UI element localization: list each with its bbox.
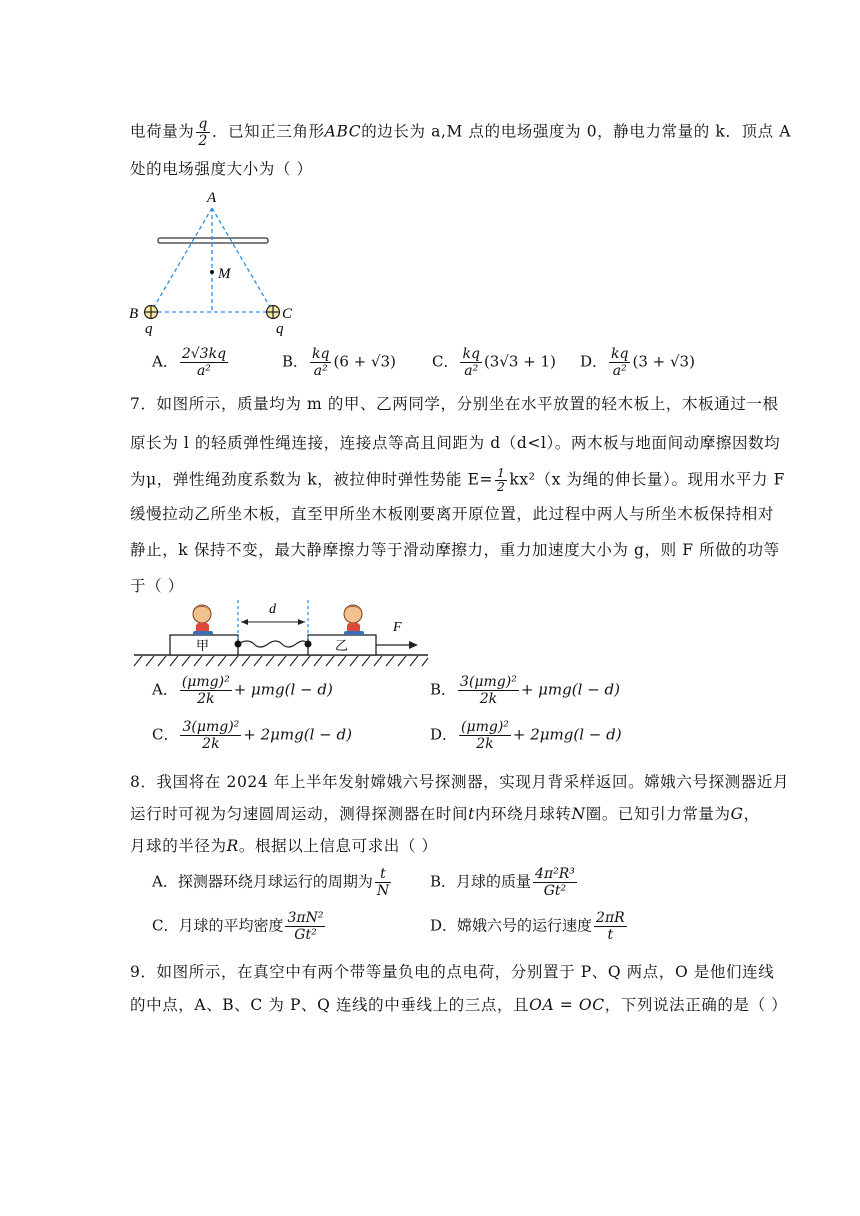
q6-option-d (580, 346, 695, 379)
q9-text: ，下列说法正确的是（ ） (604, 996, 788, 1014)
frac-num: 4π²R³ (535, 866, 575, 882)
q6-text: ．已知正三角形 (211, 122, 325, 141)
label-qb: q (145, 321, 153, 337)
q7-option-c (152, 719, 352, 752)
q6-text: 电荷量为 (130, 122, 195, 141)
q6-fraction (196, 116, 210, 149)
q6-option-c (432, 346, 556, 379)
frac-num: 2πR (596, 910, 625, 926)
q7-line6: 于（ ） (130, 577, 184, 595)
q6-option-a (152, 346, 230, 379)
frac-den: N (376, 883, 390, 899)
frac-num: kq (611, 346, 629, 362)
q7-option-d (430, 719, 622, 752)
person-yi-icon (344, 605, 364, 635)
q7-option-a (152, 674, 333, 707)
option-label: A． (152, 680, 178, 699)
frac-num: kq (312, 346, 330, 362)
q7-line3 (130, 467, 785, 494)
q6-option-b (282, 346, 396, 379)
q8-option-c (152, 910, 327, 943)
frac-den: Gt² (294, 927, 317, 943)
option-label: B． (282, 352, 309, 371)
option-label: B．月球的质量 (430, 872, 532, 891)
q6-line2: 处的电场强度大小为（ ） (130, 160, 313, 178)
frac-num: (μmg)² (181, 674, 230, 690)
frac-den: 2k (197, 691, 215, 707)
frac-num: 2√3kq (181, 346, 227, 362)
option-tail: (3 + √3) (632, 352, 695, 371)
var-n: N (571, 805, 586, 823)
label-qc: q (276, 321, 284, 337)
side-ab (151, 208, 212, 312)
frac-den: 2k (202, 736, 220, 752)
frac-den: a² (313, 363, 328, 379)
label-jia: 甲 (196, 639, 210, 654)
option-label: A．探测器环绕月球运行的周期为 (152, 872, 373, 891)
option-label: C． (152, 725, 179, 744)
q6-line1 (130, 116, 791, 149)
q8-text: 运行时可视为匀速圆周运动，测得探测器在时间 (130, 805, 469, 823)
side-ac (212, 208, 273, 312)
frac-num: (μmg)² (461, 719, 509, 735)
q6-triangle-figure (125, 188, 293, 338)
q8-option-a (152, 866, 393, 899)
option-fraction (180, 719, 241, 752)
option-fraction (285, 910, 325, 943)
frac-den: t (607, 927, 614, 943)
option-label: C．月球的平均密度 (152, 916, 284, 935)
frac-num: t (375, 866, 391, 883)
frac-den: 2k (476, 736, 494, 752)
q8-line1: 8．我国将在 2024 年上半年发射嫦娥六号探测器，实现月背采样返回。嫦娥六号探测器近月 (130, 773, 790, 791)
q7-option-b (430, 674, 620, 707)
label-b: B (129, 306, 139, 322)
label-d: d (269, 602, 276, 617)
option-label: A． (152, 352, 178, 371)
var-r: R (226, 837, 239, 855)
q6-triangle-name: ABC (324, 122, 362, 141)
q7-line5: 静止，k 保持不变，最大静摩擦力等于滑动摩擦力，重力加速度大小为 g，则 F 所做的功等 (130, 541, 780, 559)
option-fraction (180, 674, 232, 707)
q8-line2 (130, 802, 760, 824)
q8-line3 (130, 834, 438, 856)
frac-den: 2 (497, 480, 506, 494)
option-label: D． (580, 352, 608, 371)
option-label: D． (430, 725, 458, 744)
frac-num: 3(μmg)² (182, 719, 240, 735)
q8-text: 圈。已知引力常量为 (585, 805, 731, 823)
q8-text: 。根据以上信息可求出（ ） (238, 837, 438, 855)
option-label: B． (430, 680, 457, 699)
option-tail: (3√3 + 1) (483, 352, 556, 371)
force-arrow-head (409, 641, 418, 649)
option-fraction (310, 346, 331, 379)
arrow-head-right (298, 619, 305, 625)
frac-den: a² (464, 363, 479, 379)
q7-line2: 原长为 l 的轻质弹性绳连接，连接点等高且间距为 d（d<l）。两木板与地面间动摩擦因数均 (130, 434, 781, 452)
ground-hatch (134, 656, 428, 666)
frac-num: kq (462, 346, 480, 362)
q7-boards-figure (130, 598, 430, 670)
q8-option-b (430, 866, 579, 899)
frac-den: 2k (479, 691, 498, 707)
q7-line1: 7．如图所示，质量均为 m 的甲、乙两同学，分别坐在水平放置的轻木板上，木板通过一根 (130, 395, 779, 413)
q7-text: 为μ，弹性绳劲度系数为 k，被拉伸时弹性势能 E= (130, 470, 494, 489)
frac-num: 3(μmg)² (460, 674, 517, 690)
point-m (210, 270, 214, 274)
option-tail: (6 + √3) (333, 352, 396, 371)
option-fraction (458, 674, 519, 707)
arrow-head-left (241, 619, 248, 625)
q9-line2 (130, 993, 787, 1015)
frac-num: 1 (497, 466, 506, 480)
frac-den: Gt² (543, 883, 567, 899)
label-a: A (207, 190, 217, 206)
q9-text: 的中点，A、B、C 为 P、Q 连线的中垂线上的三点，且 (130, 996, 530, 1014)
frac-num: 3πN² (287, 910, 324, 926)
q8-option-d (430, 910, 629, 943)
label-m: M (218, 266, 231, 282)
var-g: G (730, 805, 744, 823)
q9-line1: 9．如图所示，在真空中有两个带等量负电的点电荷，分别置于 P、Q 两点，O 是他们连线 (130, 963, 775, 981)
option-fraction (609, 346, 630, 379)
option-fraction (459, 719, 511, 752)
var-t: t (468, 805, 475, 823)
option-tail: + μmg(l − d) (233, 680, 333, 699)
frac-den: a² (612, 363, 627, 379)
elastic-rope (238, 641, 308, 647)
option-label: D．嫦娥六号的运行速度 (430, 916, 593, 935)
q6-text: 的边长为 a,M 点的电场强度为 0，静电力常量的 k．顶点 A (361, 122, 792, 141)
option-tail: + 2μmg(l − d) (243, 725, 352, 744)
q8-text: ， (743, 805, 760, 823)
frac-den: 2 (198, 133, 208, 149)
frac-num: q (198, 116, 208, 132)
q7-text: kx²（x 为绳的伸长量）。现用水平力 F (509, 470, 785, 489)
charged-rod (158, 238, 268, 243)
label-f: F (393, 620, 402, 635)
option-fraction (594, 910, 627, 943)
q7-line4: 缓慢拉动乙所坐木板，直至甲所坐木板刚要离开原位置，此过程中两人与所坐木板保持相对 (130, 505, 775, 523)
frac-den: a² (196, 363, 211, 379)
label-yi: 乙 (335, 639, 349, 654)
q8-text: 内环绕月球转 (474, 805, 572, 823)
option-fraction (533, 866, 577, 899)
q8-text: 月球的半径为 (130, 837, 227, 855)
option-fraction (460, 346, 481, 379)
option-fraction (180, 346, 228, 379)
q7-fraction (495, 467, 507, 494)
q9-equation: OA = OC (529, 996, 605, 1014)
label-c: C (282, 306, 293, 322)
option-tail: + 2μmg(l − d) (512, 725, 622, 744)
option-label: C． (432, 352, 459, 371)
option-tail: + μmg(l − d) (520, 680, 620, 699)
person-jia-icon (193, 605, 213, 635)
option-fraction (375, 866, 391, 899)
